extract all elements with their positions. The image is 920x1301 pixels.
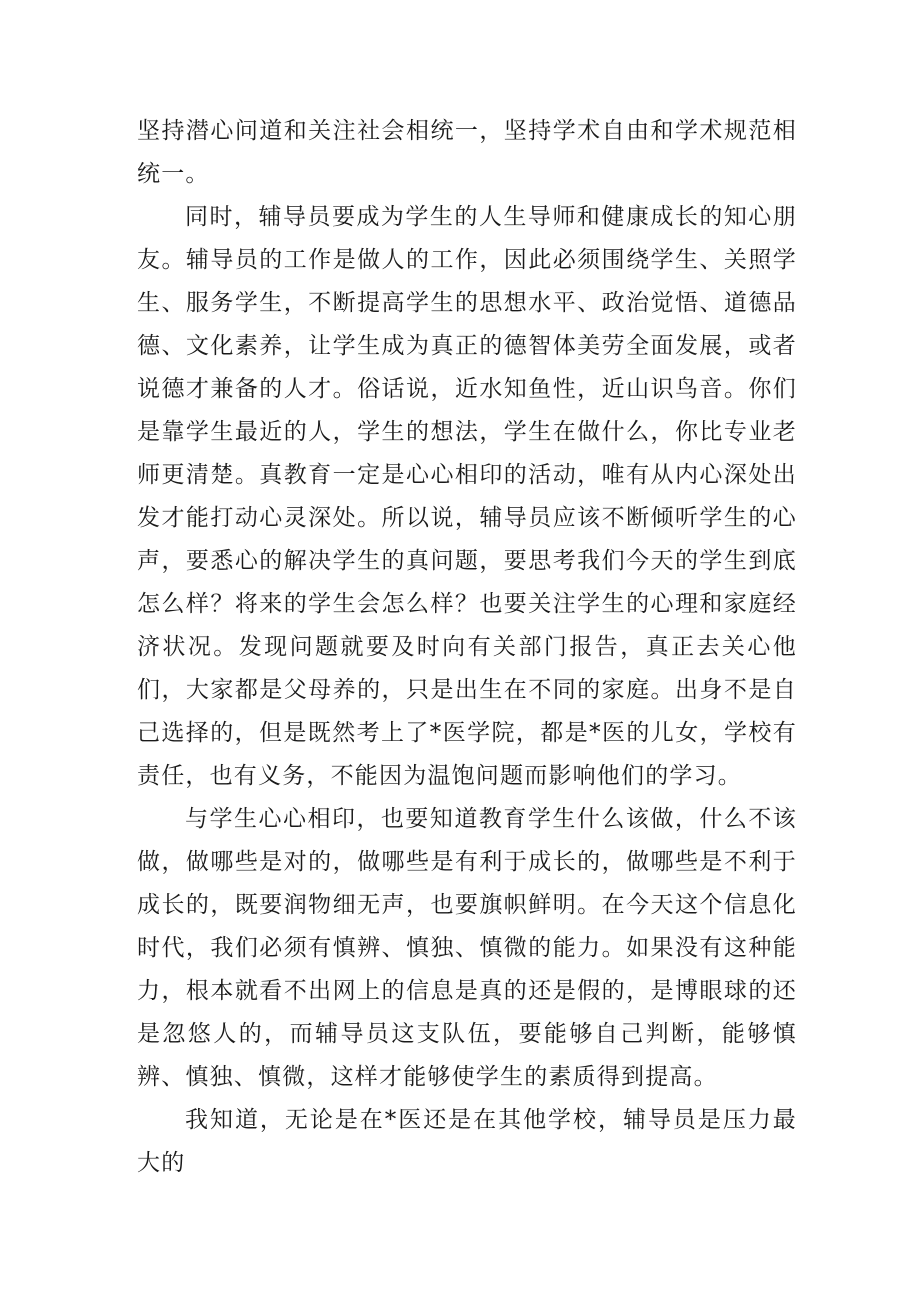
- paragraph-2: 同时，辅导员要成为学生的人生导师和健康成长的知心朋友。辅导员的工作是做人的工作，因此必须围绕学生、关照学生、服务学生，不断提高学生的思想水平、政治觉悟、道德品德、文化素养，让学生成为真正的德智体美劳全面发展，或者说德才兼备的人才。俗话说，近水知鱼性，近山识鸟音。你们是靠学生最近的人，学生的想法，学生在做什么，你比专业老师更清楚。真教育一定是心心相印的活动，唯有从内心深处出发才能打动心灵深处。所以说，辅导员应该不断倾听学生的心声，要悉心的解决学生的真问题，要思考我们今天的学生到底怎么样？将来的学生会怎么样？也要关注学生的心理和家庭经济状况。发现问题就要及时向有关部门报告，真正去关心他们，大家都是父母养的，只是出生在不同的家庭。出身不是自己选择的，但是既然考上了*医学院，都是*医的儿女，学校有责任，也有义务，不能因为温饱问题而影响他们的学习。: [137, 204, 797, 789]
- document-body: [137, 110, 797, 1185]
- paragraph-1: 坚持潜心问道和关注社会相统一，坚持学术自由和学术规范相统一。: [137, 118, 797, 187]
- paragraph-3: 与学生心心相印，也要知道教育学生什么该做，什么不该做，做哪些是对的，做哪些是有利于成长的，做哪些是不利于成长的，既要润物细无声，也要旗帜鲜明。在今天这个信息化时代，我们必须有慎辨、慎独、慎微的能力。如果没有这种能力，根本就看不出网上的信息是真的还是假的，是博眼球的还是忽悠人的，而辅导员这支队伍，要能够自己判断，能够慎辨、慎独、慎微，这样才能够使学生的素质得到提高。: [137, 806, 797, 1090]
- paragraph-4: 我知道，无论是在*医还是在其他学校，辅导员是压力最大的: [137, 1107, 797, 1176]
